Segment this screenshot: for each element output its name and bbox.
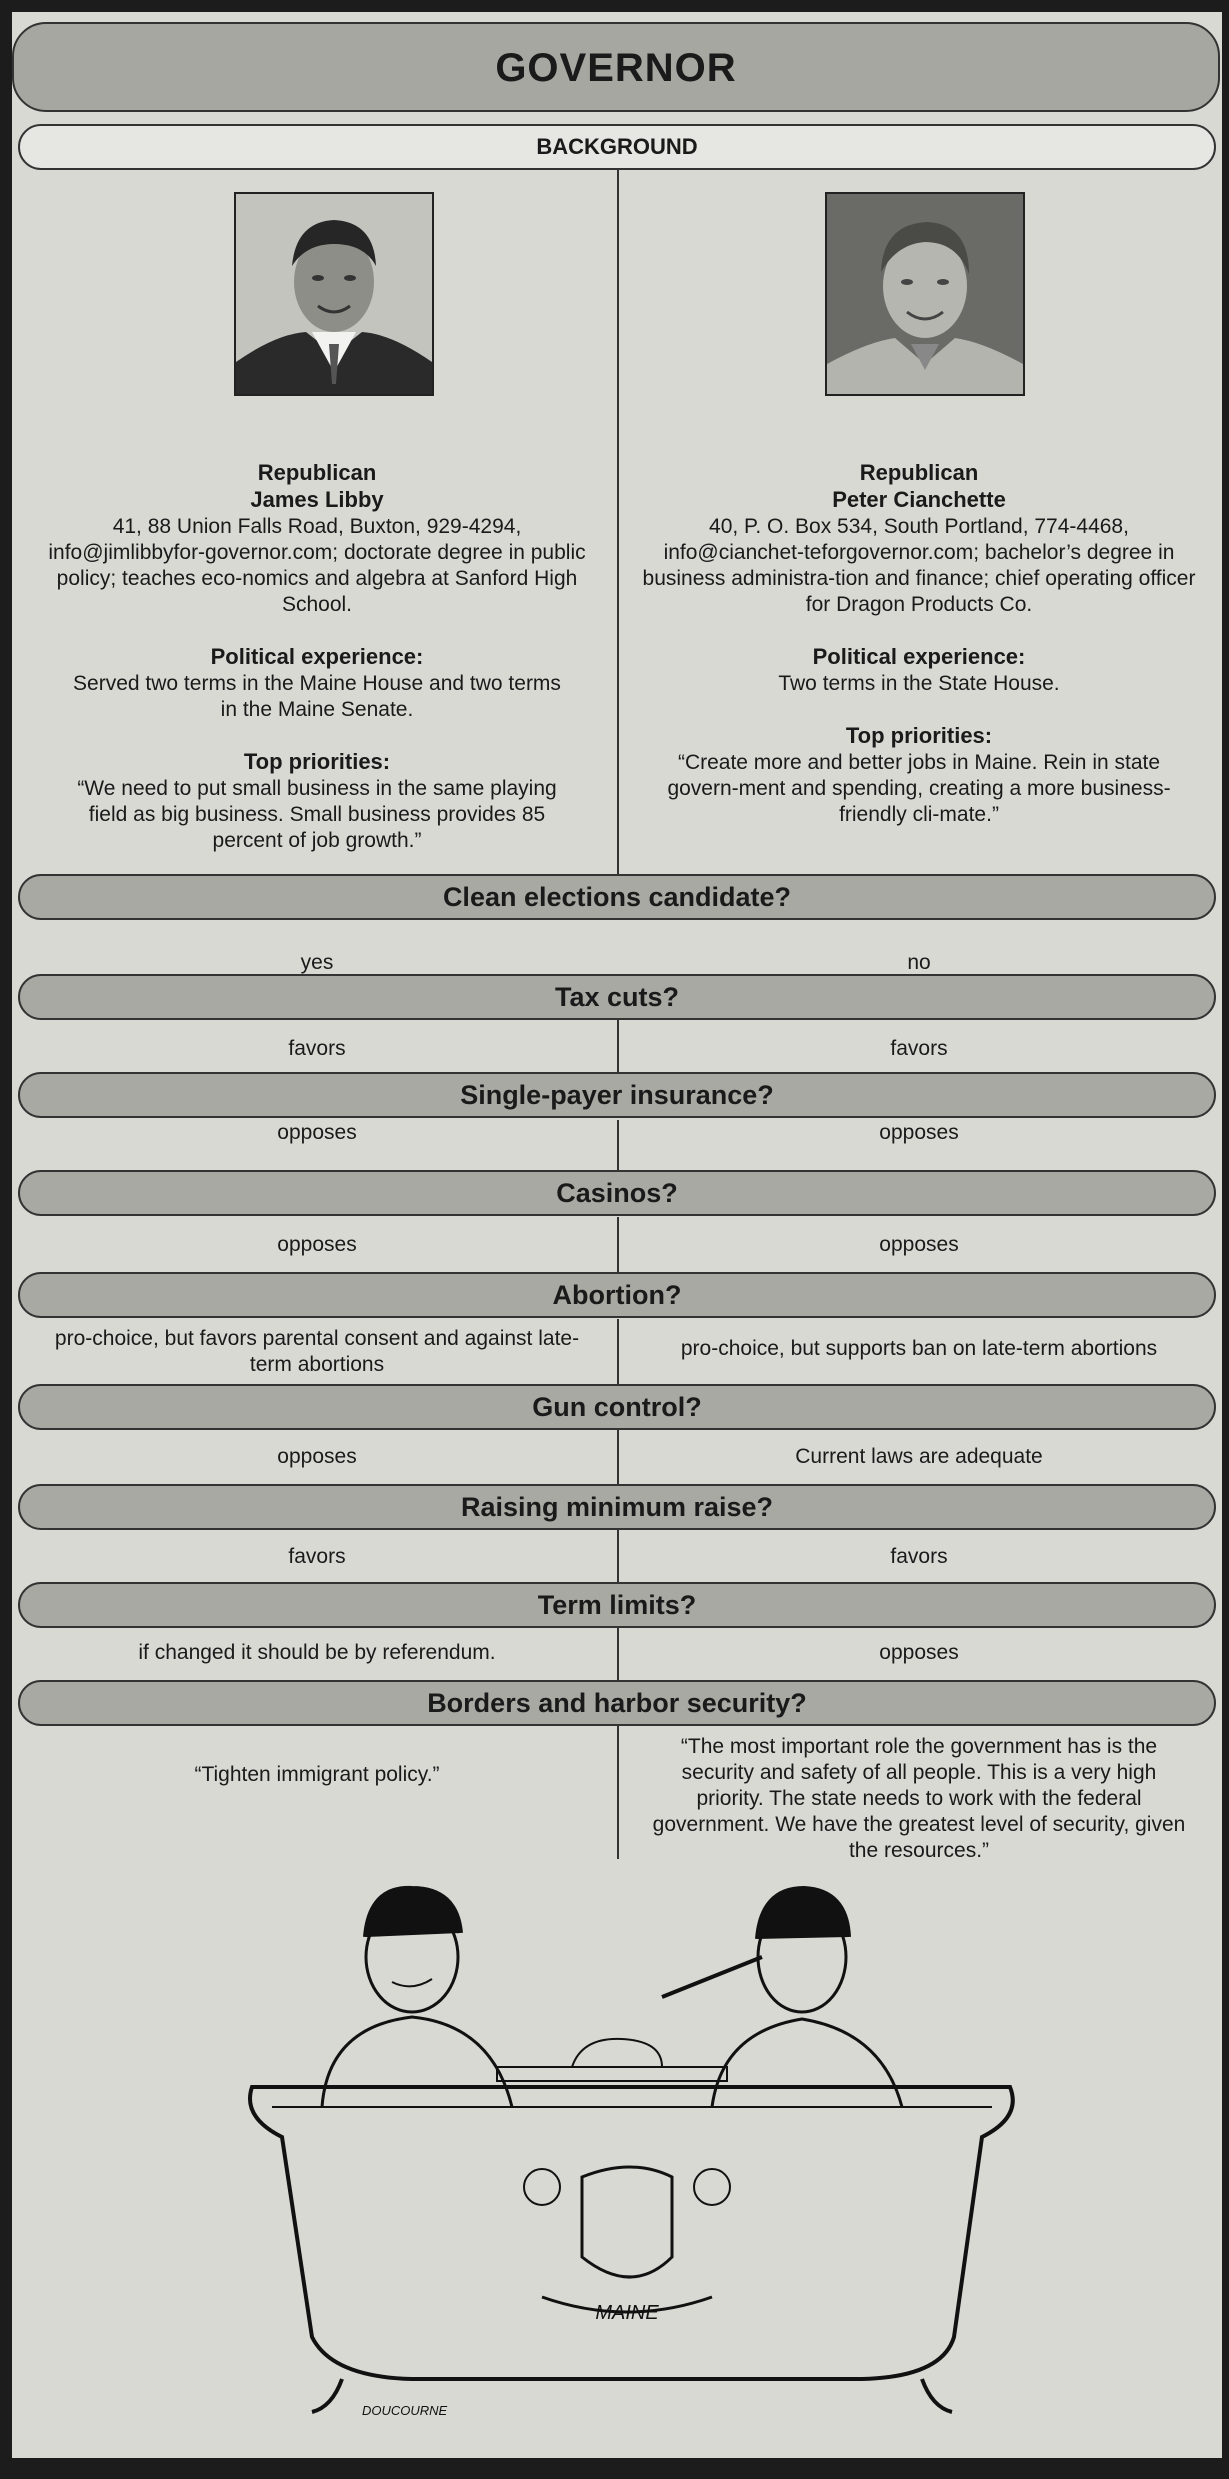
background-header: BACKGROUND	[18, 124, 1216, 170]
answer-left: favors	[288, 1037, 346, 1060]
section-title: GOVERNOR	[12, 22, 1220, 112]
column-divider	[617, 1319, 619, 1384]
answer-right: favors	[890, 1037, 948, 1060]
candidate-photo-libby	[234, 192, 434, 396]
question-bar: Gun control?	[18, 1384, 1216, 1430]
candidate-name: James Libby	[250, 487, 384, 512]
question-bar: Raising minimum raise?	[18, 1484, 1216, 1530]
answer-right: “The most important role the government has is the security and safety of all people. This is a very high priority. The state needs to work with the federal government. We have the greatest level of security, given the resources.”	[652, 1735, 1186, 1862]
question-bar: Abortion?	[18, 1272, 1216, 1318]
candidate-details: 41, 88 Union Falls Road, Buxton, 929-4294, info@jimlibbyfor-governor.com; doctorate degree in public policy; teaches eco-nomics and algebra at Sanford High School.	[48, 515, 586, 616]
experience-label: Political experience:	[812, 644, 1026, 669]
answer-right: opposes	[879, 1233, 959, 1256]
column-divider	[617, 1020, 619, 1074]
editorial-cartoon	[242, 1867, 1022, 2427]
candidate-priorities: “Create more and better jobs in Maine. Rein in state govern-ment and spending, creating a more business-friendly cli-mate.”	[667, 751, 1171, 826]
portrait-image	[236, 194, 432, 394]
column-divider	[617, 1724, 619, 1859]
question-bar: Tax cuts?	[18, 974, 1216, 1020]
answer-right: favors	[890, 1545, 948, 1568]
cartoon-signature: DOUCOURNE	[362, 2403, 448, 2418]
answer-left: opposes	[277, 1445, 357, 1468]
column-divider	[617, 1530, 619, 1582]
priorities-label: Top priorities:	[845, 723, 993, 748]
candidate-info-libby	[22, 460, 612, 854]
question-bar: Clean elections candidate?	[18, 874, 1216, 920]
answer-left: opposes	[277, 1121, 357, 1144]
candidate-name: Peter Cianchette	[832, 487, 1006, 512]
candidate-details: 40, P. O. Box 534, South Portland, 774-4468, info@cianchet-teforgovernor.com; bachelor’s degree in business administra-tion and finance; chief operating officer for Dragon Products Co.	[642, 515, 1196, 616]
candidate-info-cianchette	[624, 460, 1214, 828]
answer-left: pro-choice, but favors parental consent and against late-term abortions	[54, 1327, 580, 1376]
answer-right: no	[907, 951, 931, 974]
priorities-label: Top priorities:	[243, 749, 391, 774]
answer-left: opposes	[277, 1233, 357, 1256]
column-divider	[617, 1627, 619, 1681]
voter-guide-page	[12, 12, 1222, 2458]
candidate-priorities: “We need to put small business in the same playing field as big business. Small business provides 85 percent of job growth.”	[77, 777, 557, 852]
answer-right: opposes	[879, 1121, 959, 1144]
answer-left: favors	[288, 1545, 346, 1568]
experience-label: Political experience:	[210, 644, 424, 669]
question-bar: Borders and harbor security?	[18, 1680, 1216, 1726]
answer-right: Current laws are adequate	[795, 1445, 1043, 1468]
answer-left: yes	[300, 951, 334, 974]
column-divider	[617, 1430, 619, 1486]
candidate-photo-cianchette	[825, 192, 1025, 396]
column-divider	[617, 1217, 619, 1277]
column-divider	[617, 1120, 619, 1172]
answer-left: “Tighten immigrant policy.”	[194, 1763, 440, 1786]
question-bar: Term limits?	[18, 1582, 1216, 1628]
portrait-image	[827, 194, 1023, 394]
candidate-party: Republican	[859, 460, 979, 485]
answer-right: opposes	[879, 1641, 959, 1664]
question-bar: Casinos?	[18, 1170, 1216, 1216]
candidate-party: Republican	[257, 460, 377, 485]
question-bar: Single-payer insurance?	[18, 1072, 1216, 1118]
column-divider	[617, 170, 619, 886]
tub-text: MAINE	[595, 2302, 659, 2324]
answer-right: pro-choice, but supports ban on late-term abortions	[680, 1337, 1158, 1360]
answer-left: if changed it should be by referendum.	[138, 1641, 496, 1664]
candidate-experience: Two terms in the State House.	[778, 672, 1060, 695]
candidate-experience: Served two terms in the Maine House and two terms in the Maine Senate.	[73, 672, 561, 721]
